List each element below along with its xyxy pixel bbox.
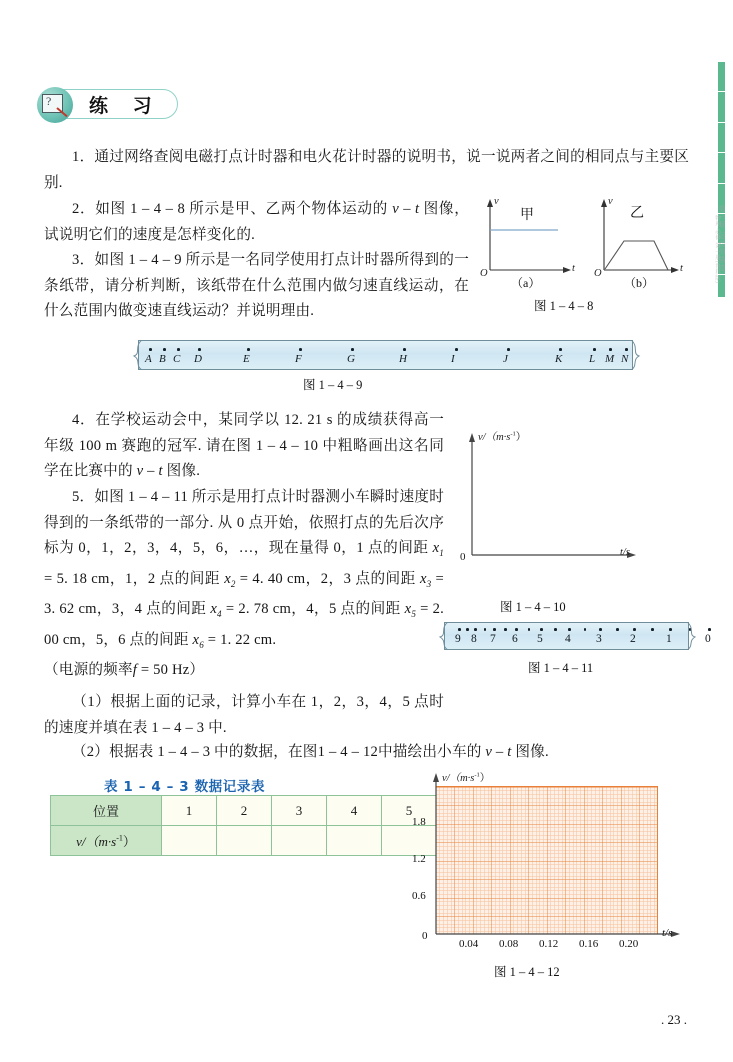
tape-dot-label: 8	[471, 633, 477, 645]
tape-dot-label: 4	[565, 633, 571, 645]
fig1412-y-axis-label: $v/(m\cdot s^{-1})$	[442, 771, 491, 784]
tape-dot-label: 5	[537, 633, 543, 645]
tape-dot-label: 2	[630, 633, 636, 645]
fig1412-y-tick-0.6: 0.6	[412, 890, 426, 902]
fig1412-x-tick-0.20: 0.20	[619, 938, 639, 950]
problem-2-post: 图像，试说明它们的速度是怎样变化的.	[44, 201, 469, 243]
tape-dot-minor	[651, 628, 654, 631]
table-row-label-position: 位置	[51, 796, 162, 826]
fig148a-x-axis-label: t	[572, 263, 575, 274]
figure-1-4-10	[452, 415, 657, 585]
table-col-2: 2	[217, 796, 272, 826]
tape-dot-label: A	[145, 353, 152, 365]
tape-dot	[493, 628, 496, 631]
table-col-3: 3	[272, 796, 327, 826]
tape-dot-label: L	[589, 353, 596, 365]
fig1412-y-tick-1.2: 1.2	[412, 853, 426, 865]
tape-dot-minor	[484, 628, 487, 631]
header-pill	[44, 89, 178, 119]
problem-2	[44, 197, 469, 248]
tape-dot-minor	[466, 628, 469, 631]
fig1412-y-tick-0: 0	[422, 930, 428, 942]
problem-1	[44, 145, 689, 196]
tape-dot	[474, 628, 477, 631]
table-cell-v4[interactable]	[327, 826, 382, 856]
tape-dot-label: 9	[455, 633, 461, 645]
figure-1-4-11-tape	[444, 622, 711, 650]
table-col-1: 1	[162, 796, 217, 826]
tape-dot	[403, 348, 406, 351]
tape-right-torn-edge	[630, 340, 642, 370]
table-col-4: 4	[327, 796, 382, 826]
tape-dot-label: D	[194, 353, 202, 365]
magnifier-icon: ?	[37, 87, 73, 123]
tape-dot-label: 1	[666, 633, 672, 645]
fig148b-curve-label: 乙	[630, 205, 644, 221]
problem-5-sub-1	[44, 690, 444, 741]
figure-1-4-8-svg	[478, 196, 690, 291]
problem-4-post: 图像.	[162, 463, 201, 480]
fig148a-curve-label: 甲	[520, 207, 534, 223]
tape-dot	[559, 348, 562, 351]
tape-left-torn-edge	[131, 340, 143, 370]
fig1410-origin: 0	[460, 551, 466, 563]
tape-dot	[455, 348, 458, 351]
margin-book-note: 物理 必修 第一册(鲁科版)	[714, 215, 720, 284]
figure-1-4-8-caption: 图 1 – 4 – 8	[534, 299, 594, 313]
tape-dot	[515, 628, 518, 631]
tape-dot-label: G	[347, 353, 355, 365]
figure-1-4-9-tape	[138, 340, 633, 370]
problem-5-sub-1-text: （1）根据上面的记录，计算小车在 1，2，3，4，5 点时的速度并填在表 1 – 4 – 3 中.	[44, 694, 444, 736]
problem-4	[44, 408, 444, 485]
tape-dot	[198, 348, 201, 351]
fig148a-y-axis-label: v	[494, 196, 499, 207]
problem-2-vt: v – t	[392, 201, 420, 217]
tape-dot-label: I	[451, 353, 455, 365]
tape-dot	[708, 628, 711, 631]
tape-dot-label: 7	[490, 633, 496, 645]
tape-dot-minor	[616, 628, 619, 631]
fig148b-x-axis-label: t	[680, 263, 683, 274]
fig1412-x-tick-0.04: 0.04	[459, 938, 479, 950]
fig148b-origin: O	[594, 268, 602, 279]
tape-dot	[669, 628, 672, 631]
figure-1-4-10-caption: 图 1 – 4 – 10	[500, 600, 566, 614]
tape-dot	[633, 628, 636, 631]
figure-1-4-8	[478, 196, 690, 291]
margin-chapter-note: 第一章 运动的描述	[718, 205, 726, 272]
tape-dot	[299, 348, 302, 351]
problem-1-text: 1．通过网络查阅电磁打点计时器和电火花计时器的说明书，说一说两者之间的相同点与主要区别.	[44, 149, 689, 191]
tape-dot	[177, 348, 180, 351]
problem-5-text-a: 5．如图 1 – 4 – 11 所示是用打点计时器测小车瞬时速度时得到的一条纸带的一部分. 从 0 点开始，依照打点的先后次序标为 0，1，2，3，4，5，6，…，现在量得 0，1 点的间距	[44, 489, 444, 557]
table-col-5: 5	[382, 796, 437, 826]
tape-dot	[247, 348, 250, 351]
tape-dot-minor	[504, 628, 507, 631]
fig148a-panel-label: （a）	[511, 276, 541, 290]
figure-1-4-12	[400, 768, 690, 968]
tape-dot-label: J	[503, 353, 508, 365]
figure-1-4-12-caption: 图 1 – 4 – 12	[494, 965, 560, 979]
problem-3	[44, 248, 469, 325]
problem-5-sub-2: （2）根据表 1 – 4 – 3 中的数据，在图1 – 4 – 12中描绘出小车的 v – t 图像.	[72, 744, 549, 760]
tape2-right-torn-edge	[686, 622, 698, 650]
tape-dot	[593, 348, 596, 351]
table-cell-v3[interactable]	[272, 826, 327, 856]
tape-dot-label: C	[173, 353, 181, 365]
fig1412-x-tick-0.12: 0.12	[539, 938, 559, 950]
figure-1-4-9-caption: 图 1 – 4 – 9	[303, 378, 363, 392]
table-cell-v2[interactable]	[217, 826, 272, 856]
tape-dot	[625, 348, 628, 351]
tape-dot	[351, 348, 354, 351]
table-cell-v1[interactable]	[162, 826, 217, 856]
fig148b-y-axis-label: v	[608, 196, 613, 207]
tape-dot-label: H	[399, 353, 407, 365]
tape-dot-minor	[528, 628, 531, 631]
tape-dot	[507, 348, 510, 351]
fig1412-x-tick-0.16: 0.16	[579, 938, 599, 950]
tape-dot-minor	[554, 628, 557, 631]
problem-2-pre: 2．如图 1 – 4 – 8 所示是甲、乙两个物体运动的	[72, 201, 393, 217]
tape-dot	[599, 628, 602, 631]
fig148b-panel-label: （b）	[624, 276, 655, 290]
tape-dot-label: 0	[705, 633, 711, 645]
tape-dot	[609, 348, 612, 351]
tape-dot	[568, 628, 571, 631]
fig1410-y-axis-label: $v/(m\cdot s^{-1})$	[478, 430, 527, 443]
tape-dot-label: B	[159, 353, 166, 365]
table-1-4-3	[50, 795, 437, 856]
fig1412-x-tick-0.08: 0.08	[499, 938, 519, 950]
problem-3-text: 3．如图 1 – 4 – 9 所示是一名同学使用打点计时器所得到的一条纸带，请分析判断，该纸带在什么范围内做匀速直线运动，在什么范围内做变速直线运动？并说明理由.	[44, 252, 469, 320]
tape-dot-label: F	[295, 353, 302, 365]
figure-1-4-11-caption: 图 1 – 4 – 11	[528, 661, 594, 675]
problem-5-sub-2-pre: （2）根据表 1 – 4 – 3 中的数据，在图1 – 4 – 12中描绘出小车的	[72, 744, 486, 760]
problem-4-pre: 4．在学校运动会中，某同学以 12. 21 s 的成绩获得高一年级 100 m 赛跑的冠军. 请在图 1 – 4 – 10 中粗略画出这名同学在比赛中的	[44, 412, 444, 480]
tape2-left-torn-edge	[437, 622, 449, 650]
tape-dot	[540, 628, 543, 631]
section-header	[44, 86, 178, 122]
problem-5: 5．如图 1 – 4 – 11 所示是用打点计时器测小车瞬时速度时得到的一条纸带的一部分. 从 0 点开始，依照打点的先后次序标为 0，1，2，3，4，5，6，…，现在量得 0，1 点的间距 $x_1 = 5$. 18 cm，1，2 点的间距 $x_2 = 4$. 40 cm，2，3 点的间距 $x_3 = 3$. 62 cm，3，4 点的间距 $x_4 = 2$. 78 cm，4，5 点的间距 $x_5 = 2$. 00 cm，5，6 点的间距 $x_6 = 1$. 22 cm. （电源的频率f = 50 Hz）	[44, 489, 445, 679]
tape-dot-label: E	[243, 353, 250, 365]
problem-4-vt: v – t	[136, 463, 163, 480]
tape-dot-label: 3	[596, 633, 602, 645]
tape-dot-label: M	[605, 353, 615, 365]
fig148a-origin: O	[480, 268, 488, 279]
page-title: 练 习	[89, 94, 161, 117]
page-number: . 23 .	[661, 1012, 687, 1027]
table-row-header	[51, 796, 437, 826]
fig1412-x-axis-label: t/s	[662, 927, 673, 939]
tape-dot-label: K	[555, 353, 563, 365]
fig1412-y-tick-1.8: 1.8	[412, 816, 426, 828]
tape-dot	[163, 348, 166, 351]
tape-dot-label: N	[621, 353, 629, 365]
tape-dot	[458, 628, 461, 631]
table-1-4-3-title: 表 1 – 4 – 3 数据记录表	[104, 779, 266, 795]
tape-dot-minor	[584, 628, 587, 631]
tape-dot-label: 6	[512, 633, 518, 645]
table-row-velocity	[51, 826, 437, 856]
fig1410-x-axis-label: t/s	[620, 547, 630, 558]
tape-dot	[149, 348, 152, 351]
table-row-label-velocity: $v/(m\cdot s^{-1})$	[51, 826, 162, 856]
